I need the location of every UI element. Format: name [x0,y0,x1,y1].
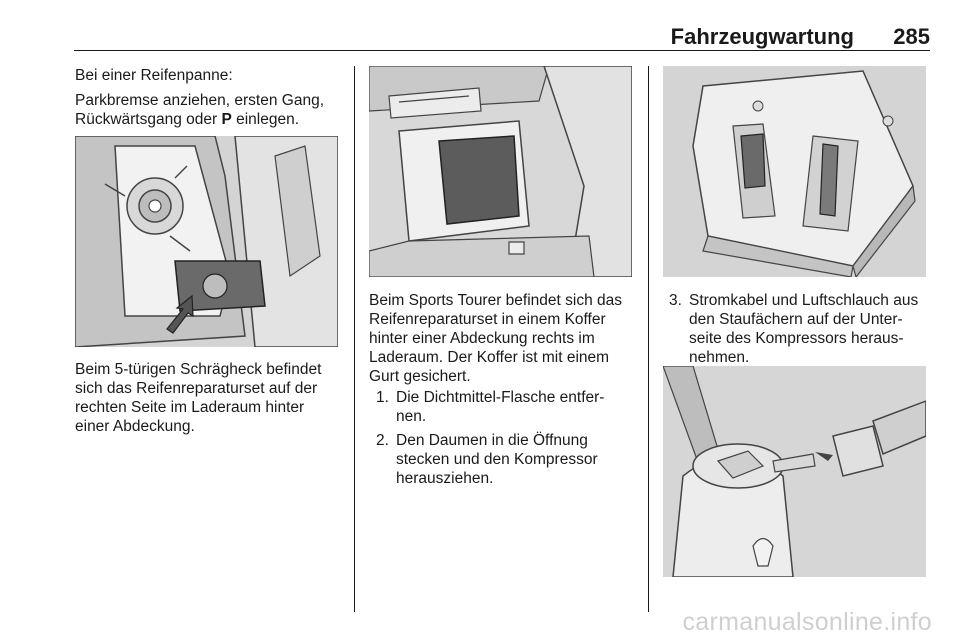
step-number: 1. [376,389,389,406]
col1-para-3-line-3: rechten Seite im Laderaum hinter [75,399,305,416]
col2-para-1-line-4: Laderaum. Der Koffer ist mit einem [369,349,610,366]
step-2-line-3: herausziehen. [396,470,494,487]
col2-para-1-line-1: Beim Sports Tourer befindet sich das [369,292,623,309]
col1-para-3-line-4: einer Abdeckung. [75,418,195,435]
page-number: 285 [893,24,930,49]
col1-intro [75,66,324,129]
step-2-line-2: stecken und den Kompressor [396,451,598,468]
col2-para-1-line-2: Reifenreparaturset in einem Koffer [369,311,606,328]
col1-para-3-line-2: sich das Reifenreparaturset auf der [75,380,318,397]
step-1-line-2: nen. [396,408,427,425]
step-number: 2. [376,432,389,449]
step-3-line-2: den Staufächern auf der Unter- [689,311,903,328]
col2-para-1 [369,291,622,386]
step-3-line-1: Stromkabel und Luftschlauch aus [689,292,919,309]
col1-para-1: Bei einer Reifenpanne: [75,67,233,84]
figure-sports-tourer-cargo [369,66,632,277]
watermark: carmanualsonline.info [682,608,932,636]
step-1-line-1: Die Dichtmittel-Flasche entfer- [396,389,605,406]
gear-p-label: P [221,111,232,128]
col1-para-2-line-2: Rückwärtsgang oder [75,111,222,128]
col1-para-2-line-2-end: einlegen. [231,111,300,128]
col1-para-3-line-1: Beim 5-türigen Schrägheck befindet [75,361,322,378]
col2-para-1-line-3: hinter einer Abdeckung rechts im [369,330,595,347]
figure-hatchback-cargo [75,136,338,347]
step-3-line-3: seite des Kompressors heraus- [689,330,904,347]
step-2-line-1: Den Daumen in die Öffnung [396,432,588,449]
col1-para-2-line-1: Parkbremse anziehen, ersten Gang, [75,92,324,109]
header-rule [74,50,930,51]
figure-compressor-case [663,66,926,277]
page-header-title: Fahrzeugwartung [670,24,854,49]
col2-para-1-line-5: Gurt gesichert. [369,368,471,385]
step-number: 3. [669,292,682,309]
figure-compressor-hose [663,366,926,577]
column-separator-1 [354,66,355,612]
step-3-line-4: nehmen. [689,349,750,366]
col1-para-2 [75,91,324,129]
col1-para-3 [75,360,321,436]
column-separator-2 [648,66,649,612]
